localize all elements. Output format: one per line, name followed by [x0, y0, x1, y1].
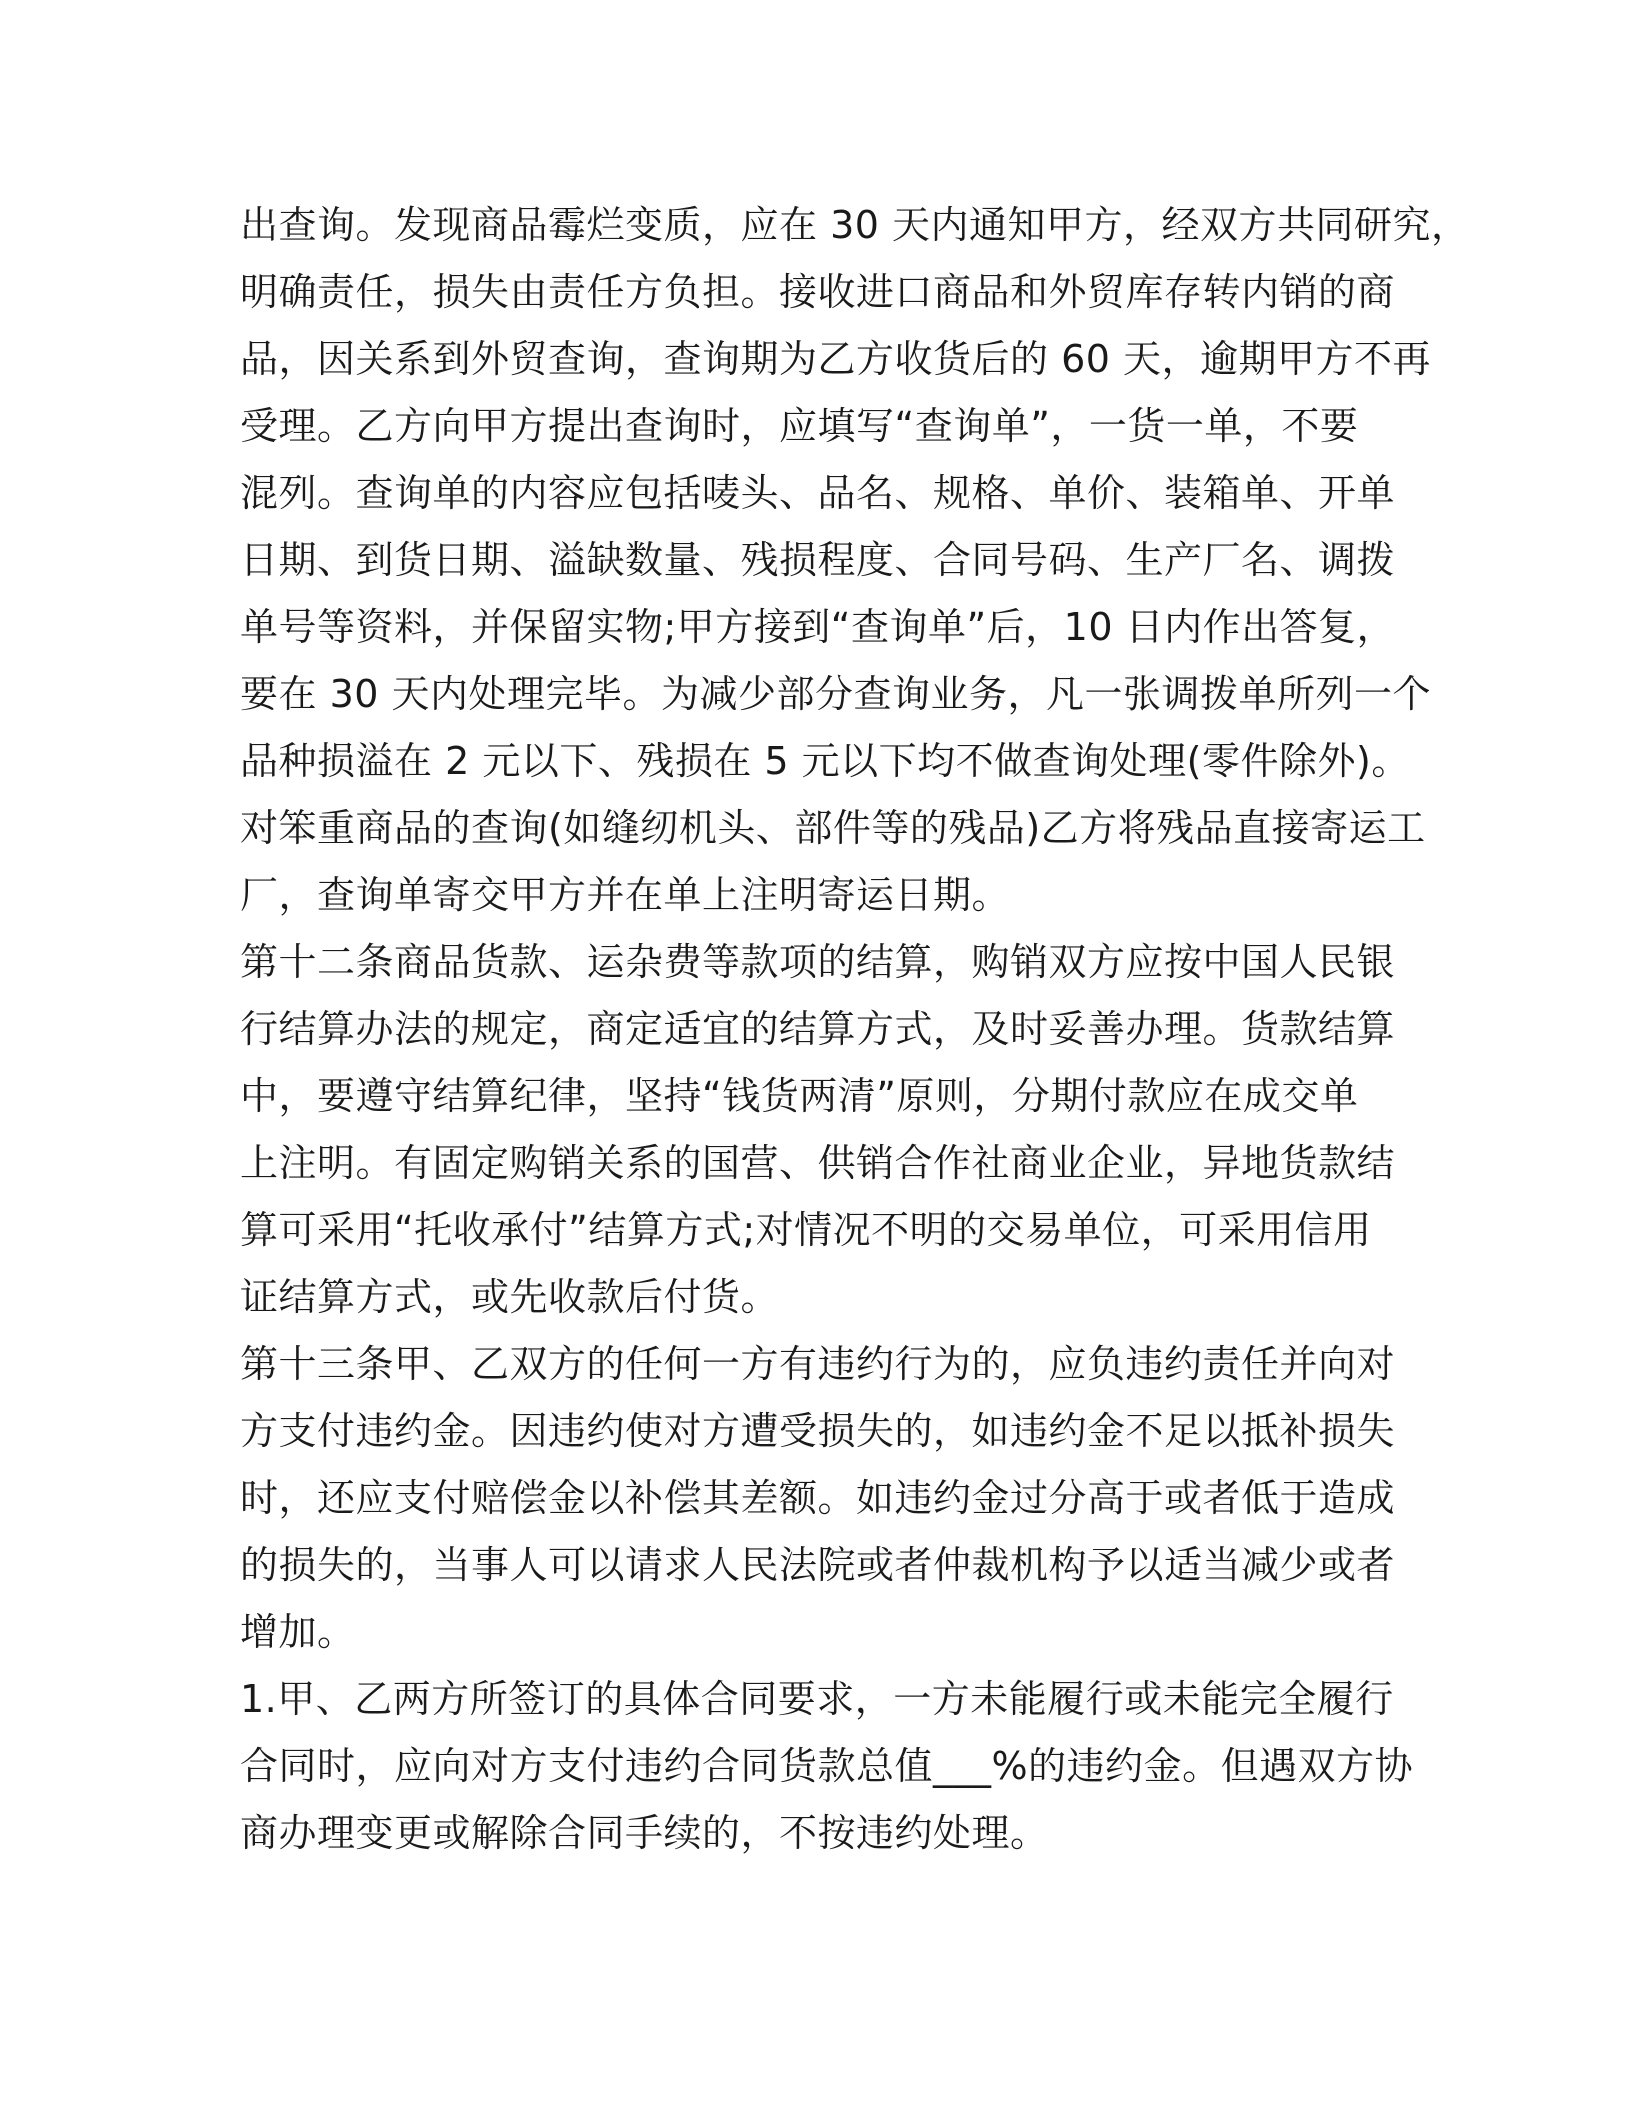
- text-line: 证结算方式，或先收款后付货。: [240, 1275, 780, 1319]
- text-line: 增加。: [240, 1610, 356, 1654]
- text-line: 商办理变更或解除合同手续的，不按违约处理。: [240, 1811, 1049, 1855]
- text-line: 受理。乙方向甲方提出查询时，应填写“查询单”，一货一单，不要: [240, 404, 1359, 448]
- text-line: 上注明。有固定购销关系的国营、供销合作社商业企业，异地货款结: [240, 1141, 1396, 1185]
- text-line: 第十三条甲、乙双方的任何一方有违约行为的，应负违约责任并向对: [240, 1342, 1396, 1386]
- text-line: 算可采用“托收承付”结算方式;对情况不明的交易单位，可采用信用: [240, 1208, 1372, 1252]
- text-line: 混列。查询单的内容应包括唛头、品名、规格、单价、装箱单、开单: [240, 471, 1396, 515]
- text-line: 方支付违约金。因违约使对方遭受损失的，如违约金不足以抵补损失: [240, 1409, 1396, 1453]
- text-line: 日期、到货日期、溢缺数量、残损程度、合同号码、生产厂名、调拨: [240, 538, 1396, 582]
- text-line: 行结算办法的规定，商定适宜的结算方式，及时妥善办理。货款结算: [240, 1007, 1396, 1051]
- text-line: 的损失的，当事人可以请求人民法院或者仲裁机构予以适当减少或者: [240, 1543, 1396, 1587]
- text-line: 厂，查询单寄交甲方并在单上注明寄运日期。: [240, 873, 1011, 917]
- text-line: 第十二条商品货款、运杂费等款项的结算，购销双方应按中国人民银: [240, 940, 1396, 984]
- text-line: 时，还应支付赔偿金以补偿其差额。如违约金过分高于或者低于造成: [240, 1476, 1396, 1520]
- document-page: [240, 192, 1470, 1867]
- text-line: 对笨重商品的查询(如缝纫机头、部件等的残品)乙方将残品直接寄运工: [240, 806, 1426, 850]
- text-line: 品，因关系到外贸查询，查询期为乙方收货后的 60 天，逾期甲方不再: [240, 337, 1432, 381]
- text-line: 合同时，应向对方支付违约合同货款总值___%的违约金。但遇双方协: [240, 1744, 1414, 1788]
- text-line: 出查询。发现商品霉烂变质，应在 30 天内通知甲方，经双方共同研究，: [240, 203, 1470, 247]
- text-line: 明确责任，损失由责任方负担。接收进口商品和外贸库存转内销的商: [240, 270, 1396, 314]
- text-line: 单号等资料，并保留实物;甲方接到“查询单”后，10 日内作出答复，: [240, 605, 1396, 649]
- text-line: 中，要遵守结算纪律，坚持“钱货两清”原则，分期付款应在成交单: [240, 1074, 1359, 1118]
- text-line: 要在 30 天内处理完毕。为减少部分查询业务，凡一张调拨单所列一个: [240, 672, 1432, 716]
- text-line: 品种损溢在 2 元以下、残损在 5 元以下均不做查询处理(零件除外)。: [240, 739, 1410, 783]
- text-line: 1.甲、乙两方所签订的具体合同要求，一方未能履行或未能完全履行: [240, 1677, 1394, 1721]
